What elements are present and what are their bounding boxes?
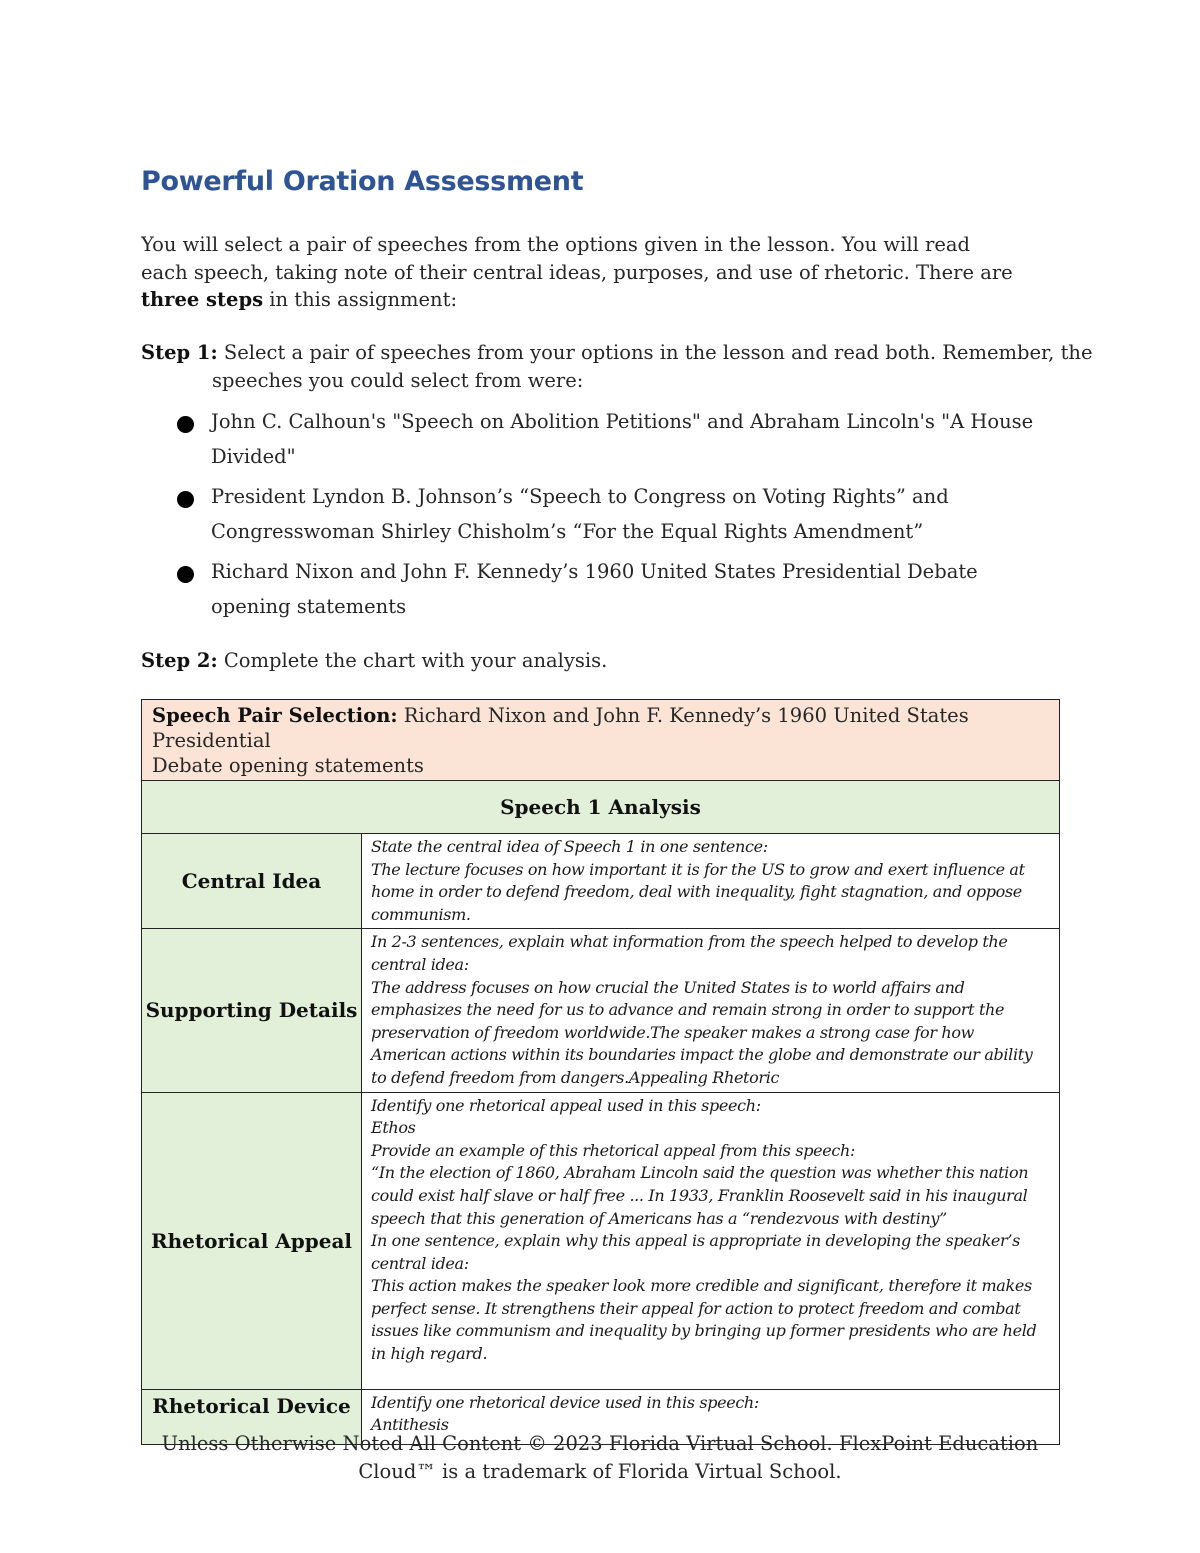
rhetorical-appeal-line: “In the election of 1860, Abraham Lincoln said the question was whether this nation	[371, 1163, 1029, 1183]
footer-line-2: Cloud™ is a trademark of Florida Virtual School.	[358, 1459, 842, 1483]
bullet-icon	[177, 416, 194, 433]
supporting-details-line: American actions within its boundaries impact the globe and demonstrate our ability	[371, 1045, 1033, 1065]
analysis-chart	[141, 699, 1060, 1445]
option-3-line-1: Richard Nixon and John F. Kennedy’s 1960 United States Presidential Debate	[211, 560, 978, 583]
speech-pair-selection-cell	[142, 700, 1060, 781]
supporting-details-line: to defend freedom from dangers.Appealing Rhetoric	[371, 1067, 780, 1087]
rhetorical-appeal-label: Rhetorical Appeal	[142, 1092, 362, 1389]
rhetorical-appeal-line: Ethos	[371, 1118, 416, 1138]
step-2-text: Complete the chart with your analysis.	[217, 649, 608, 672]
table-row	[142, 781, 1060, 834]
rhetorical-appeal-line: perfect sense. It strengthens their appeal for action to protect freedom and combat	[371, 1298, 1021, 1318]
step-1-text-1: Select a pair of speeches from your options in the lesson and read both. Remember, the	[217, 341, 1093, 364]
rhetorical-device-label: Rhetorical Device	[142, 1389, 362, 1444]
list-item	[176, 479, 1056, 549]
intro-line-3-rest: in this assignment:	[263, 288, 458, 311]
rhetorical-appeal-line: Provide an example of this rhetorical appeal from this speech:	[371, 1140, 855, 1160]
supporting-details-line: preservation of freedom worldwide.The speaker makes a strong case for how	[371, 1022, 974, 1042]
option-1-line-1: John C. Calhoun's "Speech on Abolition Petitions" and Abraham Lincoln's "A House	[211, 410, 1034, 433]
supporting-details-line: In 2-3 sentences, explain what information from the speech helped to develop the	[371, 932, 1008, 952]
central-idea-line: The lecture focuses on how important it is for the US to grow and exert influence at	[371, 859, 1025, 879]
supporting-details-line: The address focuses on how crucial the United States is to world affairs and	[371, 977, 965, 997]
rhetorical-appeal-line: in high regard.	[371, 1344, 488, 1364]
supporting-details-label: Supporting Details	[142, 929, 362, 1092]
option-3-line-2: opening statements	[211, 595, 407, 618]
list-item	[176, 404, 1056, 474]
table-row	[142, 700, 1060, 781]
supporting-details-line: central idea:	[371, 954, 469, 974]
speech-options-list	[176, 404, 1056, 629]
rhetorical-appeal-line: This action makes the speaker look more credible and significant, therefore it makes	[371, 1276, 1032, 1296]
central-idea-line: State the central idea of Speech 1 in one sentence:	[371, 837, 768, 856]
option-2-line-1: President Lyndon B. Johnson’s “Speech to Congress on Voting Rights” and	[211, 485, 949, 508]
step-2	[141, 647, 607, 674]
rhetorical-appeal-line: central idea:	[371, 1253, 469, 1273]
table-row	[142, 1092, 1060, 1389]
step-2-label: Step 2:	[141, 649, 218, 672]
rhetorical-appeal-line: Identify one rhetorical appeal used in this speech:	[371, 1095, 761, 1115]
step-1-line-1	[141, 339, 1093, 367]
speech-1-analysis-heading: Speech 1 Analysis	[142, 781, 1060, 834]
step-1	[141, 339, 1093, 394]
rhetorical-appeal-line: In one sentence, explain why this appeal is appropriate in developing the speaker’s	[371, 1231, 1020, 1251]
selection-value-1: Richard Nixon and John F. Kennedy’s 1960 United States Presidential	[152, 704, 969, 752]
intro-line-3	[141, 286, 1041, 314]
supporting-details-line: emphasizes the need for us to advance and remain strong in order to support the	[371, 1000, 1005, 1020]
rhetorical-appeal-line: speech that this generation of Americans has a “rendezvous with destiny”	[371, 1208, 947, 1228]
selection-value-2: Debate opening statements	[152, 754, 424, 777]
table-row	[142, 929, 1060, 1092]
intro-line-1: You will select a pair of speeches from the options given in the lesson. You will read	[141, 233, 970, 256]
page-title: Powerful Oration Assessment	[141, 166, 584, 197]
copyright-footer	[0, 1430, 1200, 1485]
table-row	[142, 834, 1060, 929]
central-idea-content	[362, 834, 1060, 929]
rhetorical-device-line: Identify one rhetorical device used in this speech:	[371, 1392, 759, 1412]
rhetorical-appeal-line: issues like communism and inequality by bringing up former presidents who are held	[371, 1321, 1037, 1341]
option-2-line-2: Congresswoman Shirley Chisholm’s “For the Equal Rights Amendment”	[211, 520, 924, 543]
rhetorical-appeal-line: could exist half slave or half free ... In 1933, Franklin Roosevelt said in his inaugural	[371, 1185, 1028, 1205]
central-idea-line: home in order to defend freedom, deal with inequality, fight stagnation, and oppose	[371, 882, 1022, 902]
central-idea-label: Central Idea	[142, 834, 362, 929]
footer-line-1: Unless Otherwise Noted All Content © 2023 Florida Virtual School. FlexPoint Education	[161, 1432, 1039, 1455]
list-item	[176, 554, 1056, 624]
step-1-text-2: speeches you could select from were:	[212, 368, 584, 392]
bullet-icon	[177, 491, 194, 508]
step-1-label: Step 1:	[141, 341, 218, 364]
selection-label: Speech Pair Selection:	[152, 704, 398, 727]
bullet-icon	[177, 566, 194, 583]
intro-paragraph	[141, 231, 1041, 314]
rhetorical-appeal-content	[362, 1092, 1060, 1389]
intro-line-2: each speech, taking note of their central ideas, purposes, and use of rhetoric. There are	[141, 260, 1013, 284]
supporting-details-content	[362, 929, 1060, 1092]
rhetorical-device-line: Antithesis	[371, 1415, 449, 1435]
intro-bold-phrase: three steps	[141, 288, 264, 311]
central-idea-line: communism.	[371, 904, 471, 924]
option-1-line-2: Divided"	[211, 445, 296, 468]
